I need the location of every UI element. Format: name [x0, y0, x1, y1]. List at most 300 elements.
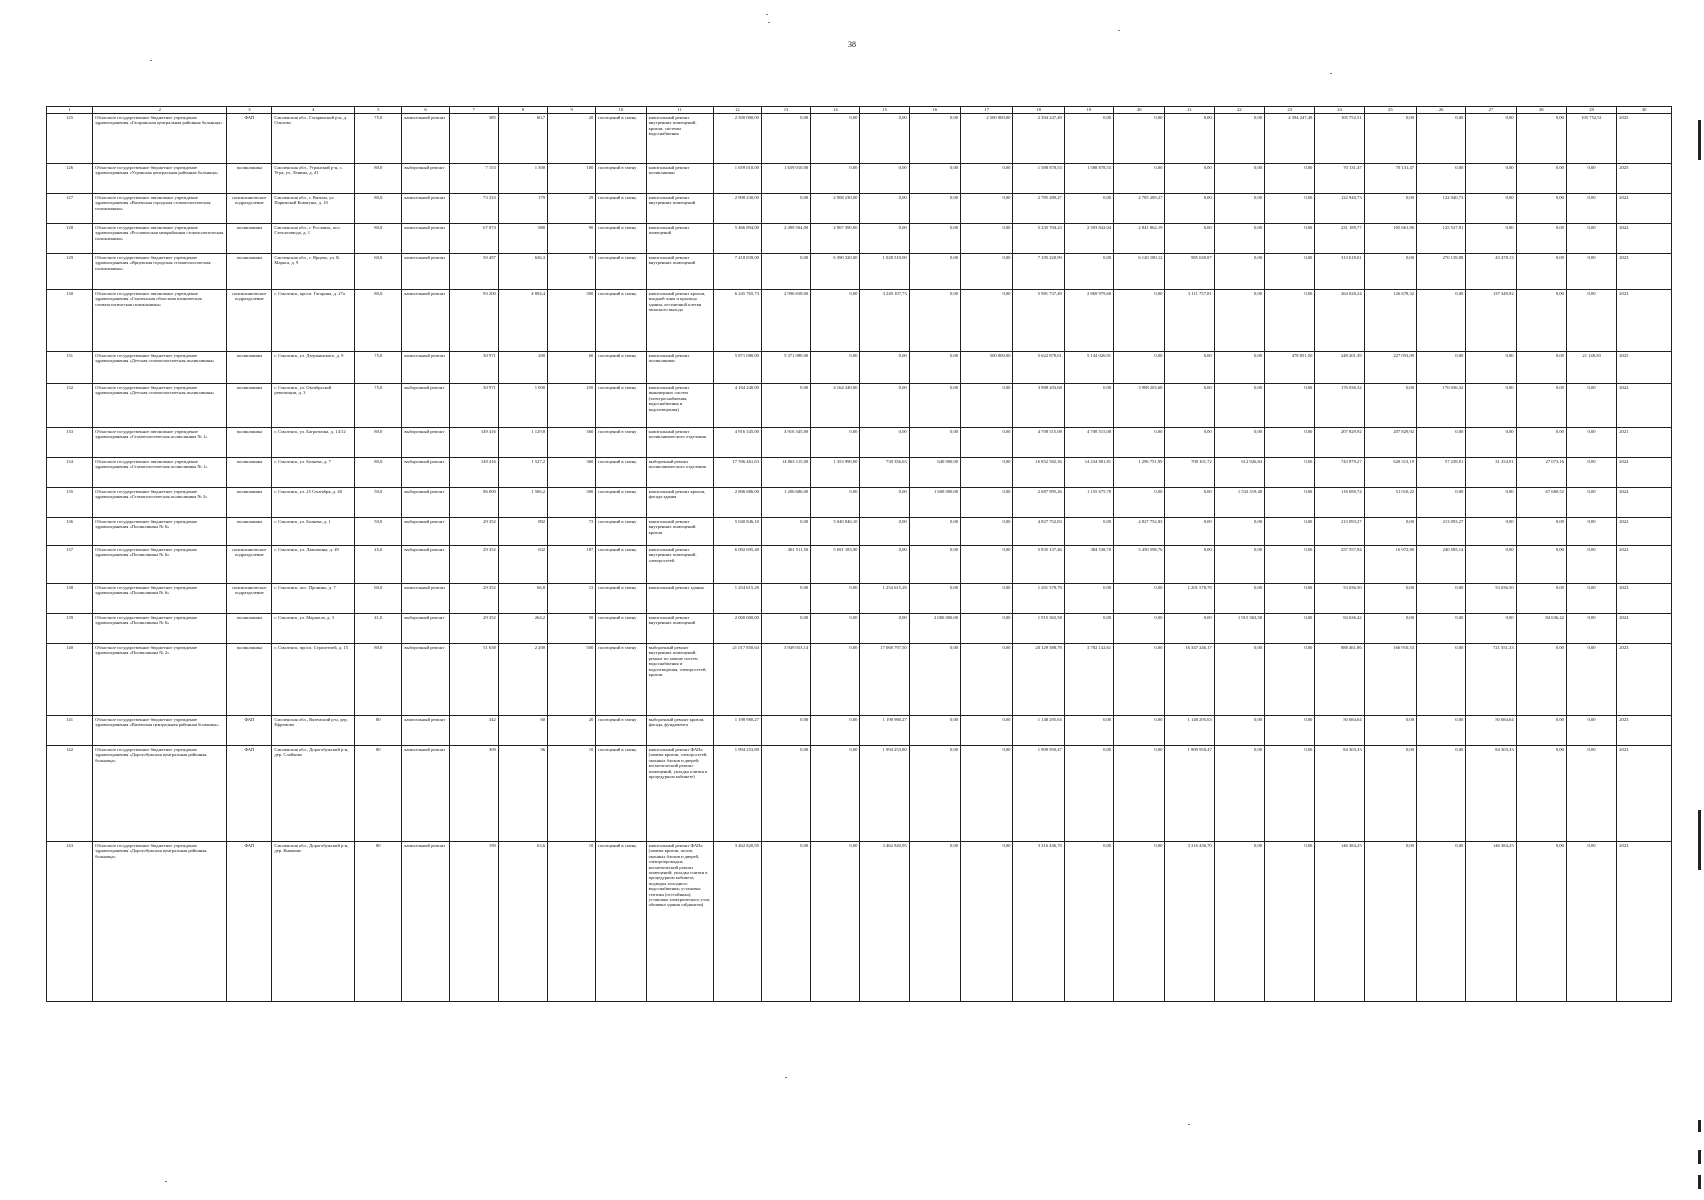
table-cell: 0,00 — [860, 114, 909, 164]
table-cell: 0,00 — [1516, 518, 1566, 546]
table-cell: капитальный ремонт — [402, 254, 449, 290]
table-cell: 13 — [548, 584, 596, 614]
table-cell: 2022 — [1617, 224, 1672, 254]
table-cell: 213 093,27 — [1315, 518, 1364, 546]
table-cell: 0,00 — [1214, 352, 1264, 384]
table-cell: выборочный ремонт — [402, 164, 449, 194]
table-cell: 2 806 686,00 — [713, 488, 761, 518]
scan-speck — [785, 1077, 787, 1078]
table-cell: 1 600 000,00 — [909, 488, 960, 518]
table-cell: 20 — [548, 716, 596, 746]
column-number-header: 7 — [449, 107, 498, 114]
table-cell: 0,00 — [1214, 716, 1264, 746]
table-cell: 0,00 — [1064, 254, 1113, 290]
table-cell: 93 200 — [449, 290, 498, 352]
table-cell: капитальный ремонт поликлинического отделения — [646, 428, 713, 458]
table-cell: 0,00 — [1064, 518, 1113, 546]
table-cell: 2023 — [1617, 842, 1672, 1002]
table-cell: 0,00 — [1114, 716, 1165, 746]
table-cell: 0,00 — [1516, 194, 1566, 224]
table-cell: 6 390 320,00 — [811, 254, 860, 290]
scan-speck — [165, 1181, 167, 1182]
table-cell: капитальный ремонт здания — [646, 584, 713, 614]
table-cell: 0,00 — [1516, 254, 1566, 290]
table-row — [47, 254, 1672, 290]
table-cell: посещений в смену — [596, 224, 646, 254]
table-cell: 0,00 — [1516, 428, 1566, 458]
table-cell: 138 — [47, 584, 93, 614]
table-cell: поликлиника — [227, 458, 272, 488]
table-cell: 80 — [355, 746, 402, 842]
table-cell: 640 000,00 — [909, 458, 960, 488]
table-cell: поликлиническое подразделение — [227, 584, 272, 614]
table-cell: посещений в смену — [596, 114, 646, 164]
table-cell: Областное государственное бюджетное учреждение здравоохранения «Ярцевская городская стоматологическая поликлиника» — [93, 254, 227, 290]
table-cell: выборочный ремонт — [402, 644, 449, 716]
table-cell: 1 254 615,28 — [860, 584, 909, 614]
table-cell: 0,00 — [1114, 114, 1165, 164]
table-cell: 0,00 — [909, 164, 960, 194]
table-row — [47, 584, 1672, 614]
table-cell: 0,00 — [961, 716, 1013, 746]
table-cell: 0,00 — [909, 384, 960, 428]
table-cell: 0,00 — [961, 614, 1013, 644]
table-cell: посещений в смену — [596, 428, 646, 458]
table-cell: 70 131,47 — [1315, 164, 1364, 194]
table-cell: 7 153 — [449, 164, 498, 194]
table-cell: 146 384,25 — [1315, 842, 1364, 1002]
table-cell: 0,00 — [860, 352, 909, 384]
scan-speck — [766, 14, 768, 15]
table-cell: 0,00 — [1364, 194, 1416, 224]
table-cell: 2 394 247,49 — [1013, 114, 1064, 164]
table-cell: 2 869 979,68 — [1064, 290, 1113, 352]
table-cell: 143 — [47, 842, 93, 1002]
column-number-header: 13 — [761, 107, 810, 114]
table-cell: 0,00 — [961, 428, 1013, 458]
table-cell: капитальный ремонт — [402, 746, 449, 842]
table-cell: 0,00 — [1064, 842, 1113, 1002]
table-cell: Смоленская обл., г. Рославль, пос. Стеклозавода, д. 1 — [272, 224, 355, 254]
table-cell: 309 — [449, 746, 498, 842]
table-cell: 122 940,73 — [1315, 194, 1364, 224]
column-number-header: 3 — [227, 107, 272, 114]
table-cell: 2 500 000,00 — [713, 114, 761, 164]
table-cell: г. Смоленск, ул. Лавочкина, д. 49 — [272, 546, 355, 584]
table-cell: 5 622 878,61 — [1013, 352, 1064, 384]
table-cell: 4 894,4 — [498, 290, 547, 352]
table-cell: 75,0 — [355, 114, 402, 164]
column-number-header: 9 — [548, 107, 596, 114]
table-cell: 500 — [548, 644, 596, 716]
table-cell: г. Смоленск, ул. Октябрьской революции, д. 3 — [272, 384, 355, 428]
table-cell: 1 994 253,80 — [713, 746, 761, 842]
table-cell: 1 659 010,00 — [761, 164, 810, 194]
table-cell: 0,00 — [1566, 254, 1616, 290]
table-cell: 0,00 — [860, 546, 909, 584]
table-cell: 0,00 — [1417, 488, 1466, 518]
table-cell: 1 198 980,27 — [713, 716, 761, 746]
table-cell: 3 988 203,68 — [1114, 384, 1165, 428]
table-cell: Областное государственное бюджетное учреждение здравоохранения «Стоматологическая поликлиника № 3» — [93, 488, 227, 518]
table-cell: капитальный ремонт внутренних помещений, кровли, системы водоснабжения — [646, 114, 713, 164]
table-cell: 0,00 — [1165, 384, 1214, 428]
table-cell: 0,00 — [1566, 546, 1616, 584]
table-cell: 264,2 — [498, 614, 547, 644]
table-cell: капитальный ремонт — [402, 224, 449, 254]
table-cell: 213 093,27 — [1417, 518, 1466, 546]
table-cell: 1 909 950,47 — [1165, 746, 1214, 842]
table-cell: Областное государственное автономное учреждение здравоохранения «Рославльская межрайонная стоматологическая поликлиника» — [93, 224, 227, 254]
table-cell: посещений в смену — [596, 254, 646, 290]
table-cell: 0,00 — [909, 584, 960, 614]
table-cell: поликлиника — [227, 518, 272, 546]
table-cell: 0,00 — [1466, 224, 1516, 254]
table-row — [47, 488, 1672, 518]
table-cell: 1 201 578,78 — [1013, 584, 1064, 614]
table-cell: 0,00 — [860, 224, 909, 254]
column-number-header: 16 — [909, 107, 960, 114]
table-cell: 2023 — [1617, 716, 1672, 746]
table-cell: 0,00 — [811, 644, 860, 716]
table-cell: выборочный ремонт внутренних помещений, ремонт по замене систем водоснабжения и водоотведения, электросетей, кровли — [646, 644, 713, 716]
table-cell: 0,00 — [1214, 746, 1264, 842]
table-cell: 134 — [47, 458, 93, 488]
table-cell: 401 511,50 — [761, 546, 810, 584]
table-cell: 50,0 — [355, 518, 402, 546]
table-cell: 86 000 — [449, 488, 498, 518]
table-cell: 137 349,92 — [1466, 290, 1516, 352]
table-cell: 0,00 — [1417, 614, 1466, 644]
table-cell: 0,00 — [761, 194, 810, 224]
table-cell: 0,00 — [909, 644, 960, 716]
table-cell: 0,00 — [1265, 254, 1315, 290]
table-cell: 0,00 — [1466, 546, 1516, 584]
column-number-header: 4 — [272, 107, 355, 114]
table-cell: Областное государственное бюджетное учреждение здравоохранения «Детская стоматологическая поликлиника» — [93, 352, 227, 384]
table-row — [47, 716, 1672, 746]
table-cell: 75,0 — [355, 384, 402, 428]
table-cell: 0,00 — [1265, 224, 1315, 254]
table-cell: 1 527,2 — [498, 458, 547, 488]
table-row — [47, 224, 1672, 254]
table-cell: 0,00 — [1516, 546, 1566, 584]
table-cell: 0,00 — [1417, 352, 1466, 384]
table-cell: 63,6 — [498, 842, 547, 1002]
table-cell: капитальный ремонт внутренних помещений — [646, 614, 713, 644]
table-cell: 0,00 — [761, 254, 810, 290]
table-cell: 1 148 295,63 — [1013, 716, 1064, 746]
column-number-header: 6 — [402, 107, 449, 114]
table-cell: 478 851,50 — [1265, 352, 1315, 384]
table-cell: г. Смоленск, ул. Беляева, д. 1 — [272, 518, 355, 546]
table-cell: Областное государственное бюджетное учреждение здравоохранения «Вяземская центральная районная больница» — [93, 716, 227, 746]
table-cell: 0,00 — [811, 164, 860, 194]
table-cell: 1 588 878,53 — [1064, 164, 1113, 194]
table-cell: 0,00 — [811, 614, 860, 644]
column-number-header: 15 — [860, 107, 909, 114]
table-cell: 0,00 — [1214, 254, 1264, 290]
table-cell: 0,00 — [909, 224, 960, 254]
table-cell: капитальный ремонт поликлиники — [646, 164, 713, 194]
scan-speck — [1330, 73, 1332, 74]
table-cell: 1 129,8 — [498, 428, 547, 458]
table-cell: 50 497 — [449, 254, 498, 290]
table-cell: 2 785 289,27 — [1013, 194, 1064, 224]
table-cell: 1 198 980,27 — [860, 716, 909, 746]
table-cell: 0,00 — [909, 518, 960, 546]
table-cell: 80,0 — [355, 428, 402, 458]
table-cell: 51 010,22 — [1364, 488, 1416, 518]
table-cell: 721 551,33 — [1466, 644, 1516, 716]
table-cell: 10 — [548, 746, 596, 842]
table-cell: 2 500 000,00 — [961, 114, 1013, 164]
table-cell: 50 — [548, 614, 596, 644]
table-cell: 0,00 — [1364, 746, 1416, 842]
table-cell: 880 — [498, 224, 547, 254]
table-cell: 30 971 — [449, 352, 498, 384]
table-cell: капитальный ремонт — [402, 290, 449, 352]
table-cell: 2 499 504,00 — [761, 224, 810, 254]
column-number-header: 1 — [47, 107, 93, 114]
table-cell: Областное государственное бюджетное учреждение здравоохранения «Поликлиника № 6» — [93, 518, 227, 546]
table-cell: посещений в смену — [596, 458, 646, 488]
column-number-header: 12 — [713, 107, 761, 114]
table-cell: 17 596 461,63 — [713, 458, 761, 488]
table-cell: 0,00 — [1265, 194, 1315, 224]
table-cell: 360 — [548, 458, 596, 488]
table-cell: г. Смоленск, ул. Маршала, д. 3 — [272, 614, 355, 644]
table-cell: 80 — [355, 842, 402, 1002]
table-cell: 17 068 797,50 — [860, 644, 909, 716]
table-cell: 0,00 — [1214, 842, 1264, 1002]
scan-speck — [1118, 30, 1120, 31]
table-cell: 7 418 839,00 — [713, 254, 761, 290]
table-cell: 45,0 — [355, 546, 402, 584]
table-cell: Областное государственное бюджетное учреждение здравоохранения «Поликлиника № 6» — [93, 546, 227, 584]
table-cell: 0,00 — [1417, 716, 1466, 746]
table-cell: 0,00 — [1516, 352, 1566, 384]
table-cell: посещений в смену — [596, 384, 646, 428]
table-cell: 0,00 — [1214, 644, 1264, 716]
table-cell: капитальный ремонт кровли, фасада здания — [646, 488, 713, 518]
table-cell: 0,00 — [1466, 488, 1516, 518]
table-cell: капитальный ремонт внутренних помещений, электросетей — [646, 546, 713, 584]
table-cell: 6 245 765,73 — [713, 290, 761, 352]
table-cell: 0,00 — [1516, 384, 1566, 428]
table-cell: 0,00 — [1165, 224, 1214, 254]
table-cell: выборочный ремонт — [402, 518, 449, 546]
table-cell: 0,00 — [1265, 546, 1315, 584]
table-cell: ФАП — [227, 842, 272, 1002]
table-cell: 4 916 345,00 — [761, 428, 810, 458]
scan-speck — [1188, 1124, 1190, 1125]
table-cell: 5 691 183,90 — [811, 546, 860, 584]
table-cell: 1 155 675,78 — [1064, 488, 1113, 518]
table-cell: выборочный ремонт — [402, 546, 449, 584]
table-cell: 149 416 — [449, 428, 498, 458]
table-cell: 84 636,42 — [1516, 614, 1566, 644]
table-cell: Смоленская обл., Гагаринский р-н, д. Ольхово — [272, 114, 355, 164]
table-cell: 50 684,64 — [1466, 716, 1516, 746]
table-cell: 57 238,01 — [1417, 458, 1466, 488]
table-cell: 384 538,70 — [1064, 546, 1113, 584]
table-cell: 0,00 — [909, 194, 960, 224]
table-cell: 0,00 — [811, 352, 860, 384]
table-cell: 190 — [449, 842, 498, 1002]
table-cell: 0,00 — [1214, 194, 1264, 224]
table-cell: 0,00 — [1364, 384, 1416, 428]
table-cell: г. Смоленск, ул. Дзержинского, д. 9 — [272, 352, 355, 384]
table-cell: г. Смоленск, просп. Гагарина, д. 27а — [272, 290, 355, 352]
table-cell: 3 462 820,95 — [713, 842, 761, 1002]
table-cell: 0,00 — [1417, 164, 1466, 194]
table-cell: 0,00 — [860, 614, 909, 644]
table-cell: 0,00 — [1165, 614, 1214, 644]
table-cell: 0,00 — [909, 746, 960, 842]
column-number-header: 14 — [811, 107, 860, 114]
table-cell: капитальный ремонт внутренних помещений, кровли — [646, 518, 713, 546]
table-cell: 2025 — [1617, 164, 1672, 194]
table-cell: 4 164 240,00 — [713, 384, 761, 428]
table-cell: 2 785 289,27 — [1114, 194, 1165, 224]
table-cell: 0,00 — [1417, 428, 1466, 458]
table-cell: 0,00 — [1566, 384, 1616, 428]
table-cell: 20 129 388,78 — [1013, 644, 1064, 716]
table-row — [47, 458, 1672, 488]
table-cell: посещений в смену — [596, 352, 646, 384]
table-cell: 0,00 — [961, 458, 1013, 488]
table-cell: ФАП — [227, 746, 272, 842]
table-cell: 0,00 — [1566, 842, 1616, 1002]
table-cell: 1 201 578,78 — [1165, 584, 1214, 614]
column-number-header: 17 — [961, 107, 1013, 114]
table-cell: 0,00 — [1214, 384, 1264, 428]
table-cell: 0,00 — [1114, 746, 1165, 842]
table-row — [47, 352, 1672, 384]
table-cell: 0,00 — [1165, 194, 1214, 224]
table-cell: 0,00 — [1364, 114, 1416, 164]
table-cell: 5 371 080,00 — [761, 352, 810, 384]
table-cell: 0,00 — [1466, 518, 1516, 546]
table-cell: 4 827 752,83 — [1114, 518, 1165, 546]
table-cell: 0,00 — [1265, 584, 1315, 614]
table-cell: 0,00 — [1064, 746, 1113, 842]
table-cell: г. Смоленск, ул. 25 Сентября, д. 40 — [272, 488, 355, 518]
table-cell: 140 — [47, 644, 93, 716]
table-cell: 10 — [548, 842, 596, 1002]
table-cell: 0,00 — [1265, 746, 1315, 842]
table-cell: 0,00 — [1566, 224, 1616, 254]
table-cell: г. Смоленск, просп. Строителей, д. 15 — [272, 644, 355, 716]
table-cell: 0,00 — [1114, 614, 1165, 644]
table-cell: 60,7 — [498, 114, 547, 164]
table-cell: г. Смоленск, ул. Багратиона, д. 14/12 — [272, 428, 355, 458]
table-cell: 105 752,51 — [1566, 114, 1616, 164]
table-cell: 179 — [498, 194, 547, 224]
table-cell: 270 139,88 — [1417, 254, 1466, 290]
table-cell: 135 — [47, 488, 93, 518]
column-number-header: 5 — [355, 107, 402, 114]
table-cell: 6 092 695,40 — [713, 546, 761, 584]
table-cell: 0,00 — [1364, 254, 1416, 290]
table-cell: 1 659 010,00 — [713, 164, 761, 194]
table-cell: 0,00 — [811, 842, 860, 1002]
table-cell: 0,00 — [860, 194, 909, 224]
table-cell: 3 249 107,73 — [860, 290, 909, 352]
table-cell: 888 461,86 — [1315, 644, 1364, 716]
table-cell: 125 527,81 — [1417, 224, 1466, 254]
table-cell: 0,00 — [1364, 518, 1416, 546]
table-cell: 60 — [498, 716, 547, 746]
table-cell: Областное государственное автономное учреждение здравоохранения «Стоматологическая поликлиника № 1» — [93, 428, 227, 458]
table-cell: 176 036,32 — [1417, 384, 1466, 428]
column-number-header: 18 — [1013, 107, 1064, 114]
table-cell: 0,00 — [961, 254, 1013, 290]
table-cell: 632 — [498, 546, 547, 584]
table-cell: 0,00 — [860, 164, 909, 194]
table-cell: 2 996 658,00 — [761, 290, 810, 352]
table-cell: 0,00 — [1364, 716, 1416, 746]
table-cell: 0,00 — [1165, 164, 1214, 194]
table-cell: 0,00 — [1214, 224, 1264, 254]
table-cell: 0,00 — [1566, 746, 1616, 842]
table-cell: Областное государственное бюджетное учреждение здравоохранения «Поликлиника № 2» — [93, 644, 227, 716]
column-number-header: 11 — [646, 107, 713, 114]
table-cell: 0,00 — [1516, 584, 1566, 614]
table-cell: 0,00 — [1466, 114, 1516, 164]
table-cell: 1 206 686,00 — [761, 488, 810, 518]
table-cell: 0,00 — [909, 352, 960, 384]
table-cell: 342 — [449, 716, 498, 746]
table-cell: 207 829,92 — [1315, 428, 1364, 458]
table-cell: 0,00 — [761, 746, 810, 842]
table-cell: 29 352 — [449, 546, 498, 584]
table-cell: 0,00 — [1566, 428, 1616, 458]
table-cell: Областное государственное бюджетное учреждение здравоохранения «Угранская центральная районная больница» — [93, 164, 227, 194]
table-cell: 0,00 — [1466, 164, 1516, 194]
table-cell: 1 588 878,53 — [1013, 164, 1064, 194]
table-cell: 80 — [355, 716, 402, 746]
table-cell: 248 201,39 — [1315, 352, 1364, 384]
table-cell: 50,0 — [355, 488, 402, 518]
table-cell: выборочный ремонт — [402, 384, 449, 428]
table-cell: 300 — [548, 290, 596, 352]
table-cell: Смоленская обл., Дорогобужский р-н, дер. Княжино — [272, 842, 355, 1002]
table-cell: Областное государственное бюджетное учреждение здравоохранения «Поликлиника № 6» — [93, 584, 227, 614]
table-cell: 0,00 — [1566, 584, 1616, 614]
table-cell: 125 — [47, 114, 93, 164]
table-cell: 21 017 850,64 — [713, 644, 761, 716]
table-cell: 14 863 115,00 — [761, 458, 810, 488]
table-cell: 130 — [47, 290, 93, 352]
table-cell: капитальный ремонт — [402, 842, 449, 1002]
table-cell: капитальный ремонт ФАПа (замена кровли, полов, оконных блоков и дверей, электропроводки; косметический ремонт помещений; укладка плитки в процедурном кабинете; подводка холодного водоснабжения; установка септика (отстойника); установка электрического узла; обшивка здания сайдингом) — [646, 842, 713, 1002]
table-cell: 0,00 — [1417, 746, 1466, 842]
table-cell: 4 827 752,83 — [1013, 518, 1064, 546]
table-cell: 0,00 — [961, 290, 1013, 352]
table-cell: 136 — [47, 518, 93, 546]
table-cell: 0,00 — [1364, 614, 1416, 644]
page-number: 38 — [848, 40, 856, 49]
table-cell: 0,00 — [1516, 290, 1566, 352]
table-cell: 0,00 — [1064, 384, 1113, 428]
table-cell: 0,00 — [1265, 716, 1315, 746]
table-cell: 0,00 — [761, 584, 810, 614]
table-cell: 2 908 230,00 — [811, 194, 860, 224]
table-cell: капитальный ремонт поликлиники — [646, 352, 713, 384]
table-cell: посещений в смену — [596, 488, 646, 518]
